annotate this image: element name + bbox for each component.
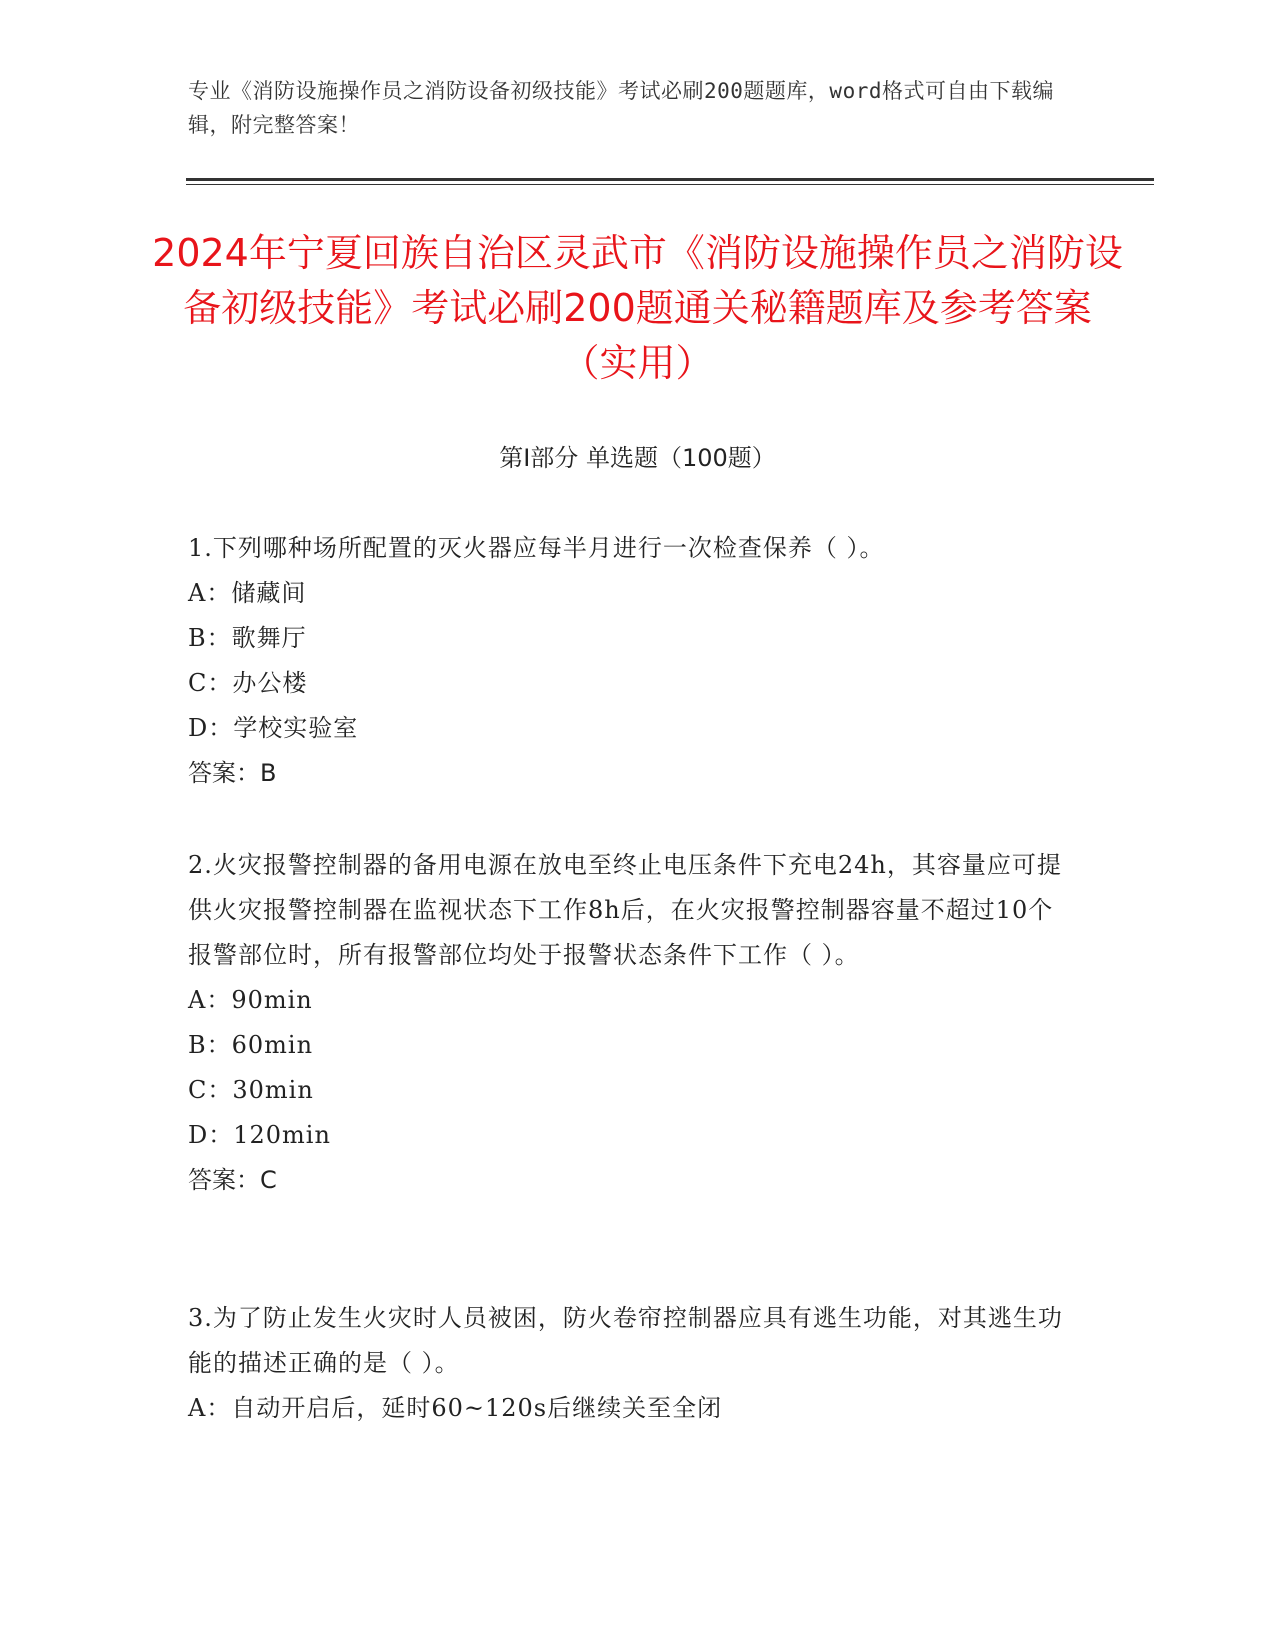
option-b: B：60min	[188, 1031, 314, 1059]
question-stem: 1.下列哪种场所配置的灭火器应每半月进行一次检查保养（ ）。	[188, 534, 885, 562]
option-b: B：歌舞厅	[188, 624, 307, 652]
header-note: 专业《消防设施操作员之消防设备初级技能》考试必刷200题题库，word格式可自由下载编辑，附完整答案！	[188, 79, 1054, 137]
answer: 答案：B	[188, 759, 277, 787]
option-c: C：30min	[188, 1076, 314, 1104]
answer: 答案：C	[188, 1166, 277, 1194]
option-c: C：办公楼	[188, 669, 308, 697]
option-a: A：自动开启后，延时60~120s后继续关至全闭	[188, 1394, 723, 1422]
option-d: D：120min	[188, 1121, 331, 1149]
section-title: 第Ⅰ部分 单选题（100题）	[499, 444, 776, 472]
question-3	[188, 1296, 1078, 1431]
option-a: A：90min	[188, 986, 313, 1014]
document-title: 2024年宁夏回族自治区灵武市《消防设施操作员之消防设备初级技能》考试必刷200题通关秘籍题库及参考答案（实用）	[152, 231, 1123, 385]
option-a: A：储藏间	[188, 579, 307, 607]
header-divider-thick	[186, 178, 1154, 181]
question-1	[188, 526, 1078, 796]
question-stem: 3.为了防止发生火灾时人员被困，防火卷帘控制器应具有逃生功能，对其逃生功能的描述正确的是（ ）。	[188, 1304, 1063, 1377]
header-divider-thin	[186, 184, 1154, 185]
question-2	[188, 843, 1078, 1203]
question-stem: 2.火灾报警控制器的备用电源在放电至终止电压条件下充电24h，其容量应可提供火灾报警控制器在监视状态下工作8h后，在火灾报警控制器容量不超过10个报警部位时，所有报警部位均处于报警状态条件下工作（ ）。	[188, 851, 1062, 969]
option-d: D：学校实验室	[188, 714, 359, 742]
